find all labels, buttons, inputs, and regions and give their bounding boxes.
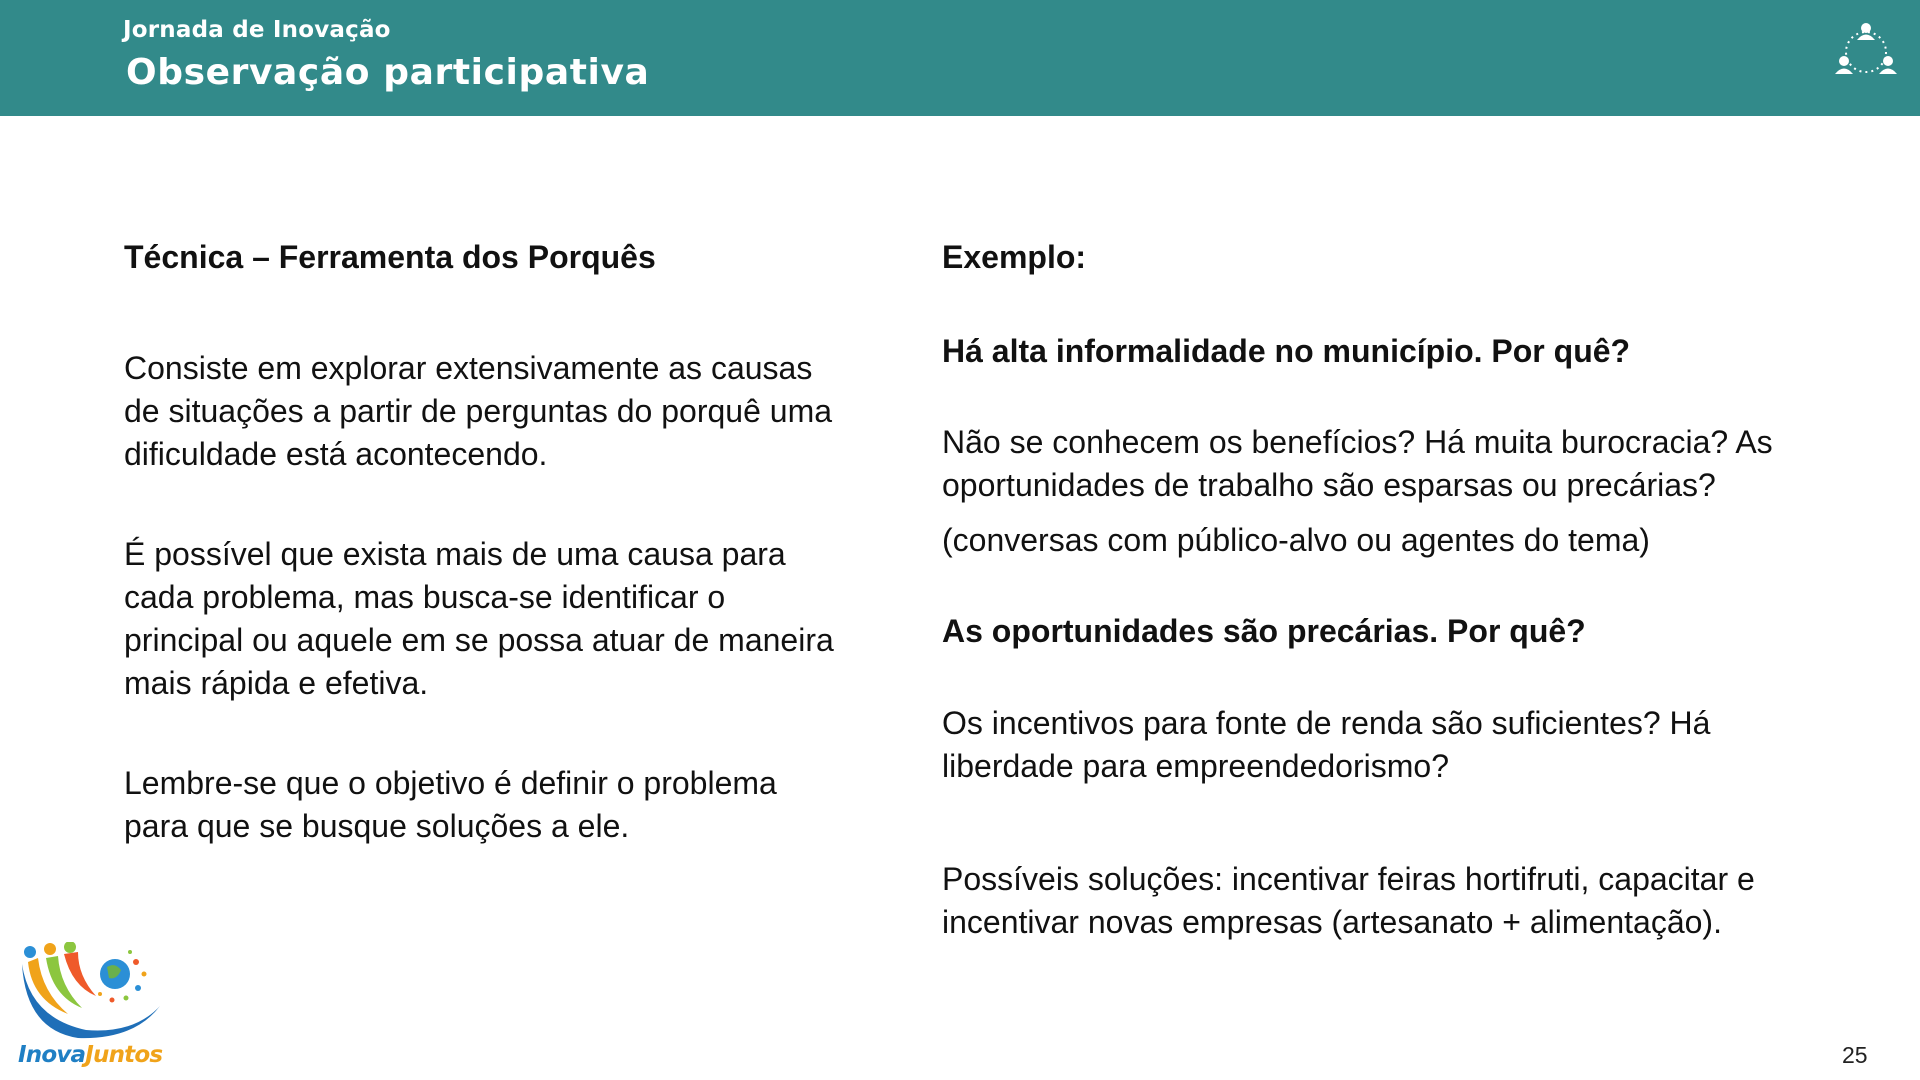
- team-network-icon: [1832, 20, 1900, 82]
- inovajuntos-logo: [16, 942, 166, 1068]
- header-kicker: Jornada de Inovação: [123, 17, 391, 43]
- inovajuntos-logo-icon: [16, 942, 164, 1042]
- example-column: [942, 236, 1842, 944]
- technique-heading: Técnica – Ferramenta dos Porquês: [124, 239, 656, 275]
- example-answer-1: Não se conhecem os benefícios? Há muita burocracia? As oportunidades de trabalho são esparsas ou precárias?: [942, 424, 1773, 503]
- technique-column: [124, 236, 844, 905]
- technique-paragraph-3: Lembre-se que o objetivo é definir o problema para que se busque soluções a ele.: [124, 765, 777, 844]
- example-solutions: Possíveis soluções: incentivar feiras hortifruti, capacitar e incentivar novas empresas (artesanato + alimentação).: [942, 861, 1755, 940]
- slide-header: [0, 0, 1920, 116]
- logo-text-inova: Inova: [18, 1042, 86, 1068]
- page-number: 25: [1842, 1042, 1868, 1068]
- technique-paragraph-2: É possível que exista mais de uma causa para cada problema, mas busca-se identificar o principal ou aquele em se possa atuar de maneira mais rápida e efetiva.: [124, 536, 834, 701]
- page-title: Observação participativa: [126, 52, 650, 93]
- technique-paragraph-1: Consiste em explorar extensivamente as causas de situações a partir de perguntas do porquê uma dificuldade está acontecendo.: [124, 350, 833, 472]
- logo-wordmark: [18, 1042, 162, 1068]
- logo-text-juntos: Juntos: [85, 1042, 163, 1068]
- example-answer-2: Os incentivos para fonte de renda são suficientes? Há liberdade para empreendedorismo?: [942, 705, 1711, 784]
- example-question-2: As oportunidades são precárias. Por quê?: [942, 613, 1586, 649]
- example-question-1: Há alta informalidade no município. Por quê?: [942, 333, 1631, 369]
- example-heading: Exemplo:: [942, 239, 1087, 275]
- example-note: (conversas com público-alvo ou agentes do tema): [942, 522, 1650, 558]
